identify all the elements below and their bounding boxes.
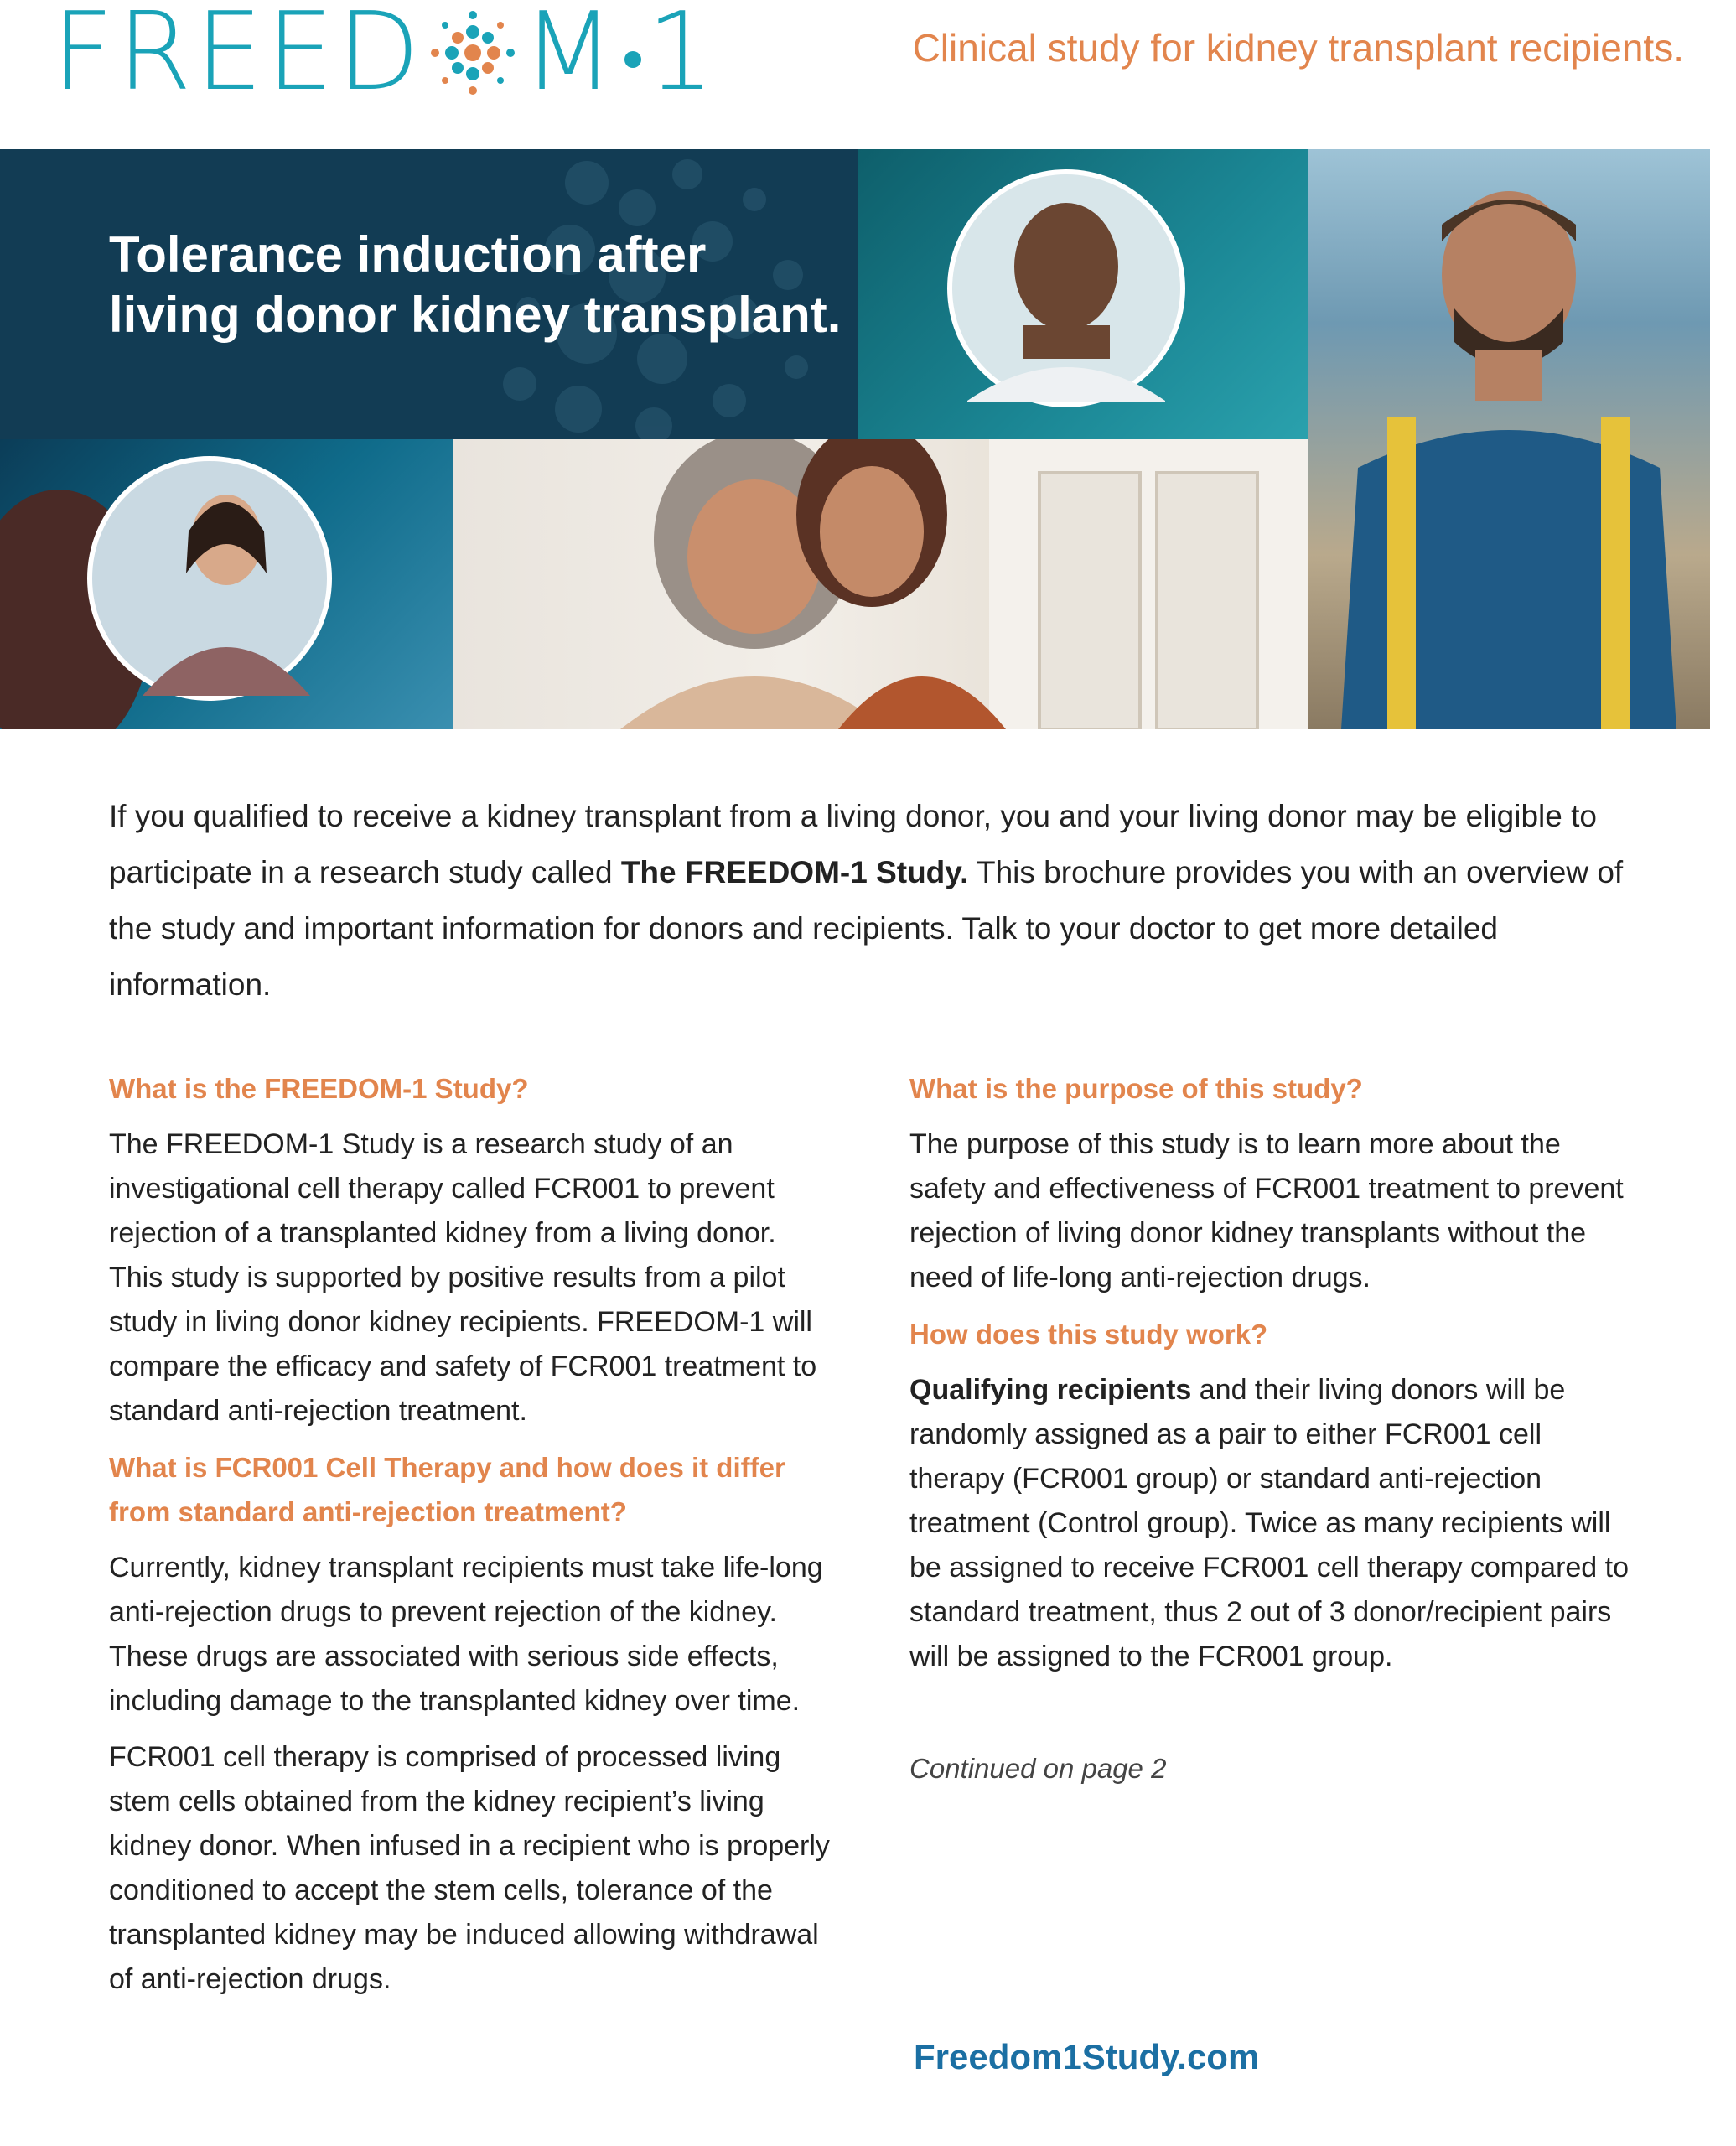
photo-mother-daughter [453,439,1308,729]
photo-consultation [0,439,453,729]
left-column [109,1066,830,2014]
heading-purpose: What is the purpose of this study? [909,1073,1363,1104]
paragraph-how-it-works [909,1368,1630,1679]
how-it-works-text: and their living donors will be randomly assigned as a pair to either FCR001 cell therapy (FCR001 group) or standard anti-rejection treatment (Control group). Twice as many recipients will be assigned to receive FCR001 cell therapy compared to standard treatment, thus 2 out of 3 donor/recipient pairs will be assigned to the FCR001 group. [909,1374,1630,1672]
consultation-portrait-icon [0,439,453,729]
tagline: Clinical study for kidney transplant recipients. [912,26,1684,70]
right-column [909,1066,1630,1791]
intro-study-name: The FREEDOM-1 Study. [620,855,969,889]
hiker-portrait-icon [1308,149,1710,729]
intro-paragraph [109,788,1635,1013]
intro-text-1: If you qualified to receive a kidney transplant from a living donor, you and your living donor may be eligible to participate in a research study called [109,799,1597,889]
study-website-link[interactable]: Freedom1Study.com [914,2037,1260,2076]
family-portrait-icon [453,439,1308,729]
hero-collage [0,149,1710,729]
patient-portrait-icon [858,149,1308,439]
heading-what-is-study: What is the FREEDOM-1 Study? [109,1073,529,1104]
paragraph-current-treatment: Currently, kidney transplant recipients must take life-long anti-rejection drugs to prevent rejection of the kidney. These drugs are associated with serious side effects, including damage to the transplanted kidney over time. [109,1552,823,1717]
intro-text-2: This brochure provides you with an overview of the study and important information for donors and recipients. Talk to your doctor to get more detailed information. [109,855,1624,1002]
paragraph-purpose: The purpose of this study is to learn more about the safety and effectiveness of FCR001 treatment to prevent rejection of living donor kidney transplants without the need of life-long anti-rejection drugs. [909,1128,1624,1293]
hero-title: Tolerance induction after living donor kidney transplant. [109,226,842,343]
heading-fcr001-difference: What is FCR001 Cell Therapy and how does it differ from standard anti-rejection treatment? [109,1452,785,1527]
logo-dot-icon [624,51,641,68]
photo-hiker-man [1308,149,1710,729]
qualifying-recipients-label: Qualifying recipients [909,1374,1192,1406]
logo-text-left: FREED [52,0,423,115]
logo-text-right: M [521,0,619,115]
logo-text-suffix: 1 [646,0,718,115]
heading-how-it-works: How does this study work? [909,1319,1268,1350]
continued-note: Continued on page 2 [909,1753,1167,1784]
photo-patient-man [858,149,1308,439]
paragraph-fcr001-therapy: FCR001 cell therapy is comprised of processed living stem cells obtained from the kidney recipient’s living kidney donor. When infused in a recipient who is properly conditioned to accept the stem cells, tolerance of the transplanted kidney may be induced allowing withdrawal of anti-rejection drugs. [109,1741,830,1995]
freedom-1-logo [52,0,718,115]
hero-title-panel [0,149,858,439]
paragraph-what-is-study: The FREEDOM-1 Study is a research study of an investigational cell therapy called FCR001 to prevent rejection of a transplanted kidney from a living donor. This study is supported by positive results from a pilot study in living donor kidney recipients. FREEDOM-1 will compare the efficacy and safety of FCR001 treatment to standard anti-rejection treatment. [109,1128,817,1427]
logo-dots-icon [427,7,519,99]
